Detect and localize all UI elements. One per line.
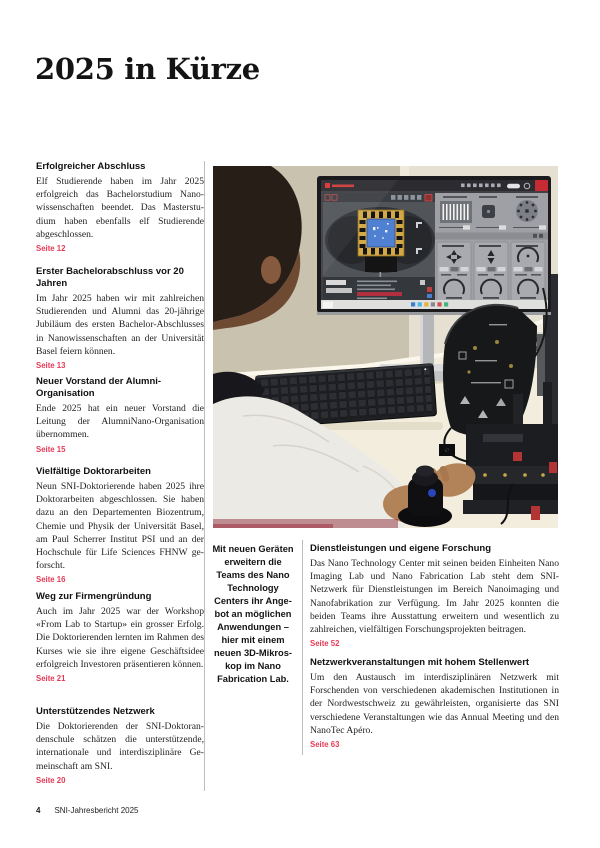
section-body: Auch im Jahr 2025 war der Workshop «From Lab to Startup» ein grosser Erfolg. Die Doktorierenden lernten im Rahmen des Kurses wie sie ihre eigene Geschäftsidee erfolgreich Investoren präsentieren können.: [36, 606, 204, 670]
publication-name: SNI-Jahresbericht 2025: [54, 806, 139, 815]
section-heading: Erster Bachelorabschluss vor 20 Jahren: [36, 266, 184, 289]
xy-motor-card: [437, 242, 471, 302]
section-neuer-vorstand: [36, 376, 204, 454]
page-reference: Seite 13: [36, 361, 66, 371]
photo-illustration: [213, 166, 558, 528]
section-erster-bachelorabschluss: [36, 266, 204, 370]
section-body: Im Jahr 2025 haben wir mit zahlreichen Studierenden und Alumni das 20-jährige Jubiläum des ersten Bachelor-Abschlusses in Nanowissenschaften an der Universität Basel feiern können.: [36, 293, 204, 357]
photo-caption: Mit neuen Geräten erweitern die Teams des Nano Technology Centers ihr Angebot an möglichen Anwendungen – hier mit einem neuen 3D-Mikroskop im Nano Fabrication Lab.: [212, 544, 294, 684]
parameter-panel: [323, 277, 435, 304]
z-motor-card: [474, 242, 508, 302]
section-heading: Unterstützendes Netzwerk: [36, 706, 155, 717]
toggle-pill-icon: [507, 184, 520, 189]
section-heading: Netzwerkveranstaltungen mit hohem Stellenwert: [310, 657, 530, 668]
page-reference: Seite 12: [36, 244, 66, 254]
section-body: Die Doktorierenden der SNI-Doktorandenschule schätzen die unterstützende, internationale und interdisziplinäre Gemeinschaft am SNI.: [36, 721, 204, 772]
page-reference: Seite 21: [36, 674, 66, 684]
section-body: Ende 2025 hat ein neuer Vorstand die Leitung der AlumniNano-Organisation übernommen.: [36, 403, 204, 441]
section-body: Neun SNI-Doktorierende haben 2025 ihre Doktorarbeiten abgeschlossen. Sie haben dazu an den Departementen Biozentrum, Chemie und Physik der Universität Basel, am Paul Scherrer Institut PSI und an der Hochschule für Life Sciences FHNW geforscht.: [36, 481, 204, 572]
red-adjustment-knob: [549, 462, 557, 473]
section-erfolgreicher-abschluss: [36, 161, 204, 253]
section-heading: Dienstleistungen und eigene Forschung: [310, 543, 492, 554]
section-netzwerkveranstaltungen: [310, 657, 559, 749]
section-heading: Erfolgreicher Abschluss: [36, 161, 146, 172]
section-body: Um den Austausch im interdisziplinären Netzwerk mit Forschenden von verschiedenen akademischen Institutionen in der Nordwestschweiz zu gewährleisten, organisierte das SNI verschiedene Veranstaltungen wie das Annual Meeting und den NanoTec Apéro.: [310, 672, 559, 736]
header-red-button: [535, 180, 548, 191]
section-body: Elf Studierende haben im Jahr 2025 erfolgreich das Bachelorstudium Nanowissenschaften beendet. Das Masterstudium haben ebenfalls elf Studierende abgeschlossen.: [36, 176, 204, 240]
page-reference: Seite 63: [310, 740, 340, 750]
section-heading: Neuer Vorstand der Alumni-Organisation: [36, 376, 162, 399]
page-reference: Seite 20: [36, 775, 66, 785]
section-weg-zur-firmengruendung: [36, 591, 204, 683]
section-unterstuetzendes-netzwerk: [36, 706, 204, 785]
page-reference: Seite 52: [310, 639, 340, 649]
microscope-software-screen: [321, 180, 548, 309]
section-heading: Vielfältige Doktorarbeiten: [36, 466, 151, 477]
tilt-motor-card: [511, 242, 545, 302]
section-vielfaeltige-doktorarbeiten: [36, 466, 204, 584]
page-title: 2025 in Kürze: [35, 52, 260, 87]
joystick-blue-light: [428, 489, 436, 497]
section-dienstleistungen: [310, 543, 559, 648]
motor-control-pane: [435, 193, 548, 304]
page-number: 4: [36, 806, 41, 815]
red-adjustment-knob: [531, 506, 540, 520]
section-heading: Weg zur Firmengründung: [36, 591, 152, 602]
page-footer: [36, 806, 139, 815]
section-body: Das Nano Technology Center mit seinen beiden Einheiten Nano Imaging Lab und Nano Fabrication Lab steht dem SNI-Netzwerk für Dienstleistungen im Bereich Nanoimaging und Nanofabrikation zur Verfügung. Im Jahr 2025 konnten die beiden Teams ihre Ausstattung erweitern und wesentlich zu zahlreichen, vielfältigen Forschungsprojekten beitragen.: [310, 558, 559, 636]
red-adjustment-knob: [513, 452, 522, 461]
column-divider-caption: [302, 540, 303, 755]
photo-3d-microscope-workstation: [213, 166, 558, 528]
column-divider-left: [204, 161, 205, 791]
page-reference: Seite 15: [36, 444, 66, 454]
researcher-ear: [261, 256, 281, 284]
page-reference: Seite 16: [36, 575, 66, 585]
